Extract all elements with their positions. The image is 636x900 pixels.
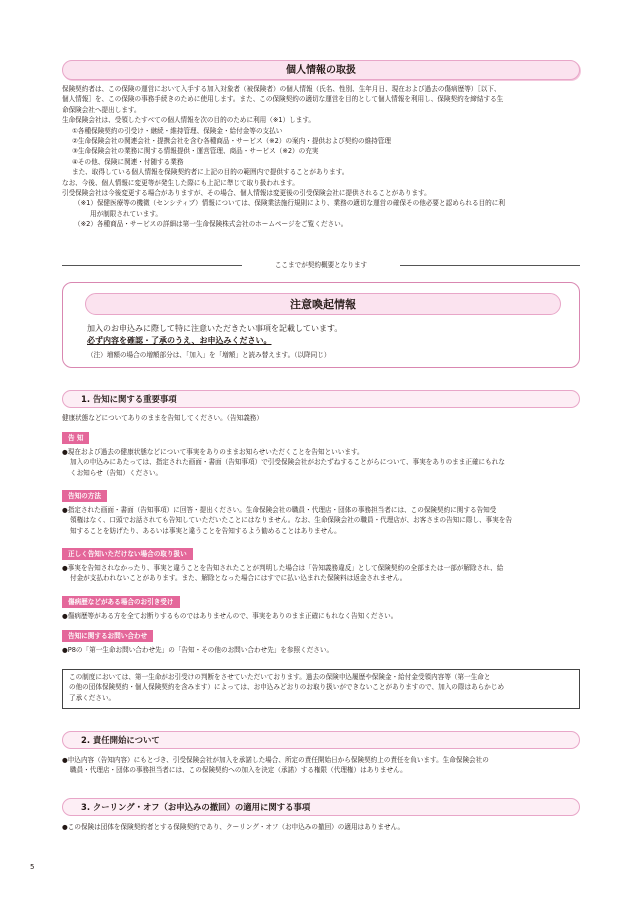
paragraph: くお知らせ（告知）ください。 <box>70 468 163 477</box>
subsection-body <box>62 611 584 621</box>
paragraph: ●P8の「第一生命お問い合わせ先」の「告知・その他のお問い合わせ先」を参照ください。 <box>62 646 334 654</box>
list-item: ④その他、保険に関連・付随する業務 <box>72 157 184 166</box>
divider-line-right <box>400 265 580 266</box>
paragraph: ●現在および過去の健康状態などについて事実をありのままお知らせいただくことを告知といいます。 <box>62 448 364 456</box>
paragraph: ●申込内容（告知内容）にもとづき、引受保険会社が加入を承諾した場合、所定の責任開始日から保険契約上の責任を負います。生命保険会社の <box>62 756 489 764</box>
paragraph: ●この保険は団体を保険契約者とする保険契約であり、クーリング・オフ（お申込みの撤回）の適用はありません。 <box>62 823 405 831</box>
paragraph: 知することを妨げたり、あるいは事実と違うことを告知するよう勧めることはありません。 <box>70 526 341 535</box>
caution-heading <box>85 293 561 315</box>
section-title: 1. 告知に関する重要事項 <box>81 394 177 404</box>
section-title: 3. クーリング・オフ（お申込みの撤回）の適用に関する事項 <box>81 802 311 812</box>
paragraph: なお、今後、個人情報に変更等が発生した際にも上記に準じて取り扱われます。 <box>62 178 299 187</box>
paragraph: の他の団体保険契約・個人保険契約を含みます）によっては、お申込みどおりのお取り扱いができないことがありますので、加入の際はあらかじめ <box>69 683 505 692</box>
caution-box <box>62 282 580 368</box>
paragraph: 職員・代理店・団体の事務担当者には、この保険契約への加入を決定（承諾）する権限（代理権）はありません。 <box>70 766 407 775</box>
caution-note: （注）増額の場合の増額部分は、「加入」を「増額」と読み替えます。（以降同じ） <box>87 351 331 359</box>
caution-title: 注意喚起情報 <box>290 298 356 311</box>
section-title: 2. 責任開始について <box>81 735 160 745</box>
page-number: 5 <box>30 863 35 871</box>
paragraph: 加入の申込みにあたっては、指定された画面・書面（告知事項）で引受保険会社がおたずねすることがらについて、事実をありのまま正確にもれな <box>70 458 505 467</box>
subsection-tag: 告 知 <box>62 432 89 444</box>
paragraph: この制度においては、第一生命がお引受けの判断をさせていただいております。過去の保険申込履歴や保険金・給付金受領内容等（第一生命と <box>69 673 491 681</box>
section-body <box>62 822 584 832</box>
paragraph: 引受保険会社は今後変更する場合がありますが、その場合、個人情報は変更後の引受保険会社に提供されることがあります。 <box>62 189 431 198</box>
section-lead: 健康状態などについてありのままを告知してください。（告知義務） <box>62 414 263 422</box>
footnote: （※1）保健医療等の機微（センシティブ）情報については、保険業法施行規則により、業務の適切な運営の確保その他必要と認められる目的に利 <box>74 199 505 208</box>
subsection-tag: 告知の方法 <box>62 490 107 502</box>
personal-info-heading <box>62 60 580 80</box>
subsection-tag: 告知に関するお問い合わせ <box>62 630 153 642</box>
paragraph: 個人情報］を、この保険の事務手続きのために使用します。また、この保険契約の適切な運営を目的として個人情報を利用し、保険契約を締結する生 <box>62 95 504 104</box>
divider-text: ここまでが契約概要となります <box>274 261 368 269</box>
paragraph: ●事実を告知されなかったり、事実と違うことを告知されたことが判明した場合は「告知義務違反」として保険契約の全部または一部が解除され、給 <box>62 564 504 572</box>
underwriting-note-box <box>62 669 580 709</box>
section-heading-3 <box>62 798 580 816</box>
personal-info-body <box>62 84 584 230</box>
personal-info-title: 個人情報の取扱 <box>286 65 356 76</box>
paragraph: また、取得している個人情報を保険契約者に上記の目的の範囲内で提供することがあります。 <box>72 168 349 177</box>
list-item: ③生命保険会社の業務に関する情報提供・運営管理、商品・サービス（※2）の充実 <box>72 147 319 156</box>
contract-summary-divider <box>62 260 580 270</box>
subsection-body <box>62 447 584 478</box>
paragraph: 保険契約者は、この保険の運営において入手する加入対象者（被保険者）の個人情報（氏名、性別、生年月日、現在および過去の傷病歴等）［以下、 <box>62 85 501 93</box>
subsection-body <box>62 505 584 536</box>
subsection-tag: 傷病歴などがある場合のお引き受け <box>62 596 180 608</box>
caution-line: 加入のお申込みに際して特に注意いただきたい事項を記載しています。 <box>87 324 343 333</box>
section-body <box>62 755 584 776</box>
subsection-body <box>62 645 584 655</box>
paragraph: 領権はなく、口頭でお話されても告知していただいたことにはなりません。なお、生命保険会社の職員・代理店が、お客さまの告知に際し、事実を告 <box>70 516 513 525</box>
subsection-tag: 正しく告知いただけない場合の取り扱い <box>62 548 193 560</box>
list-item: ①各種保険契約の引受け・継続・維持管理、保険金・給付金等の支払い <box>72 126 283 135</box>
paragraph: 了承ください。 <box>69 693 116 702</box>
section-heading-2 <box>62 731 580 749</box>
paragraph: ●傷病歴等がある方を全てお断りするものではありませんので、事実をありのまま正確にもれなく告知ください。 <box>62 612 398 620</box>
subsection-body <box>62 563 584 584</box>
paragraph: 付金が支払われないことがあります。また、解除となった場合にはすでに払い込まれた保険料は返金されません。 <box>70 574 407 583</box>
caution-emphasis: 必ず内容を確認・了承のうえ、お申込みください。 <box>87 336 272 345</box>
paragraph: 命保険会社へ提出します。 <box>62 105 141 114</box>
section-heading-1 <box>62 390 580 408</box>
footnote: （※2）各種商品・サービスの詳細は第一生命保険株式会社のホームページをご覧ください。 <box>74 220 348 229</box>
list-item: ②生命保険会社の関連会社・提携会社を含む各種商品・サービス（※2）の案内・提供および契約の維持管理 <box>72 137 391 146</box>
paragraph: ●指定された画面・書面（告知事項）に回答・提出ください。生命保険会社の職員・代理店・団体の事務担当者には、この保険契約に関する告知受 <box>62 506 497 514</box>
footnote: 用が制限されています。 <box>90 209 163 218</box>
paragraph: 生命保険会社は、受領したすべての個人情報を次の目的のために利用（※1）します。 <box>62 116 316 125</box>
